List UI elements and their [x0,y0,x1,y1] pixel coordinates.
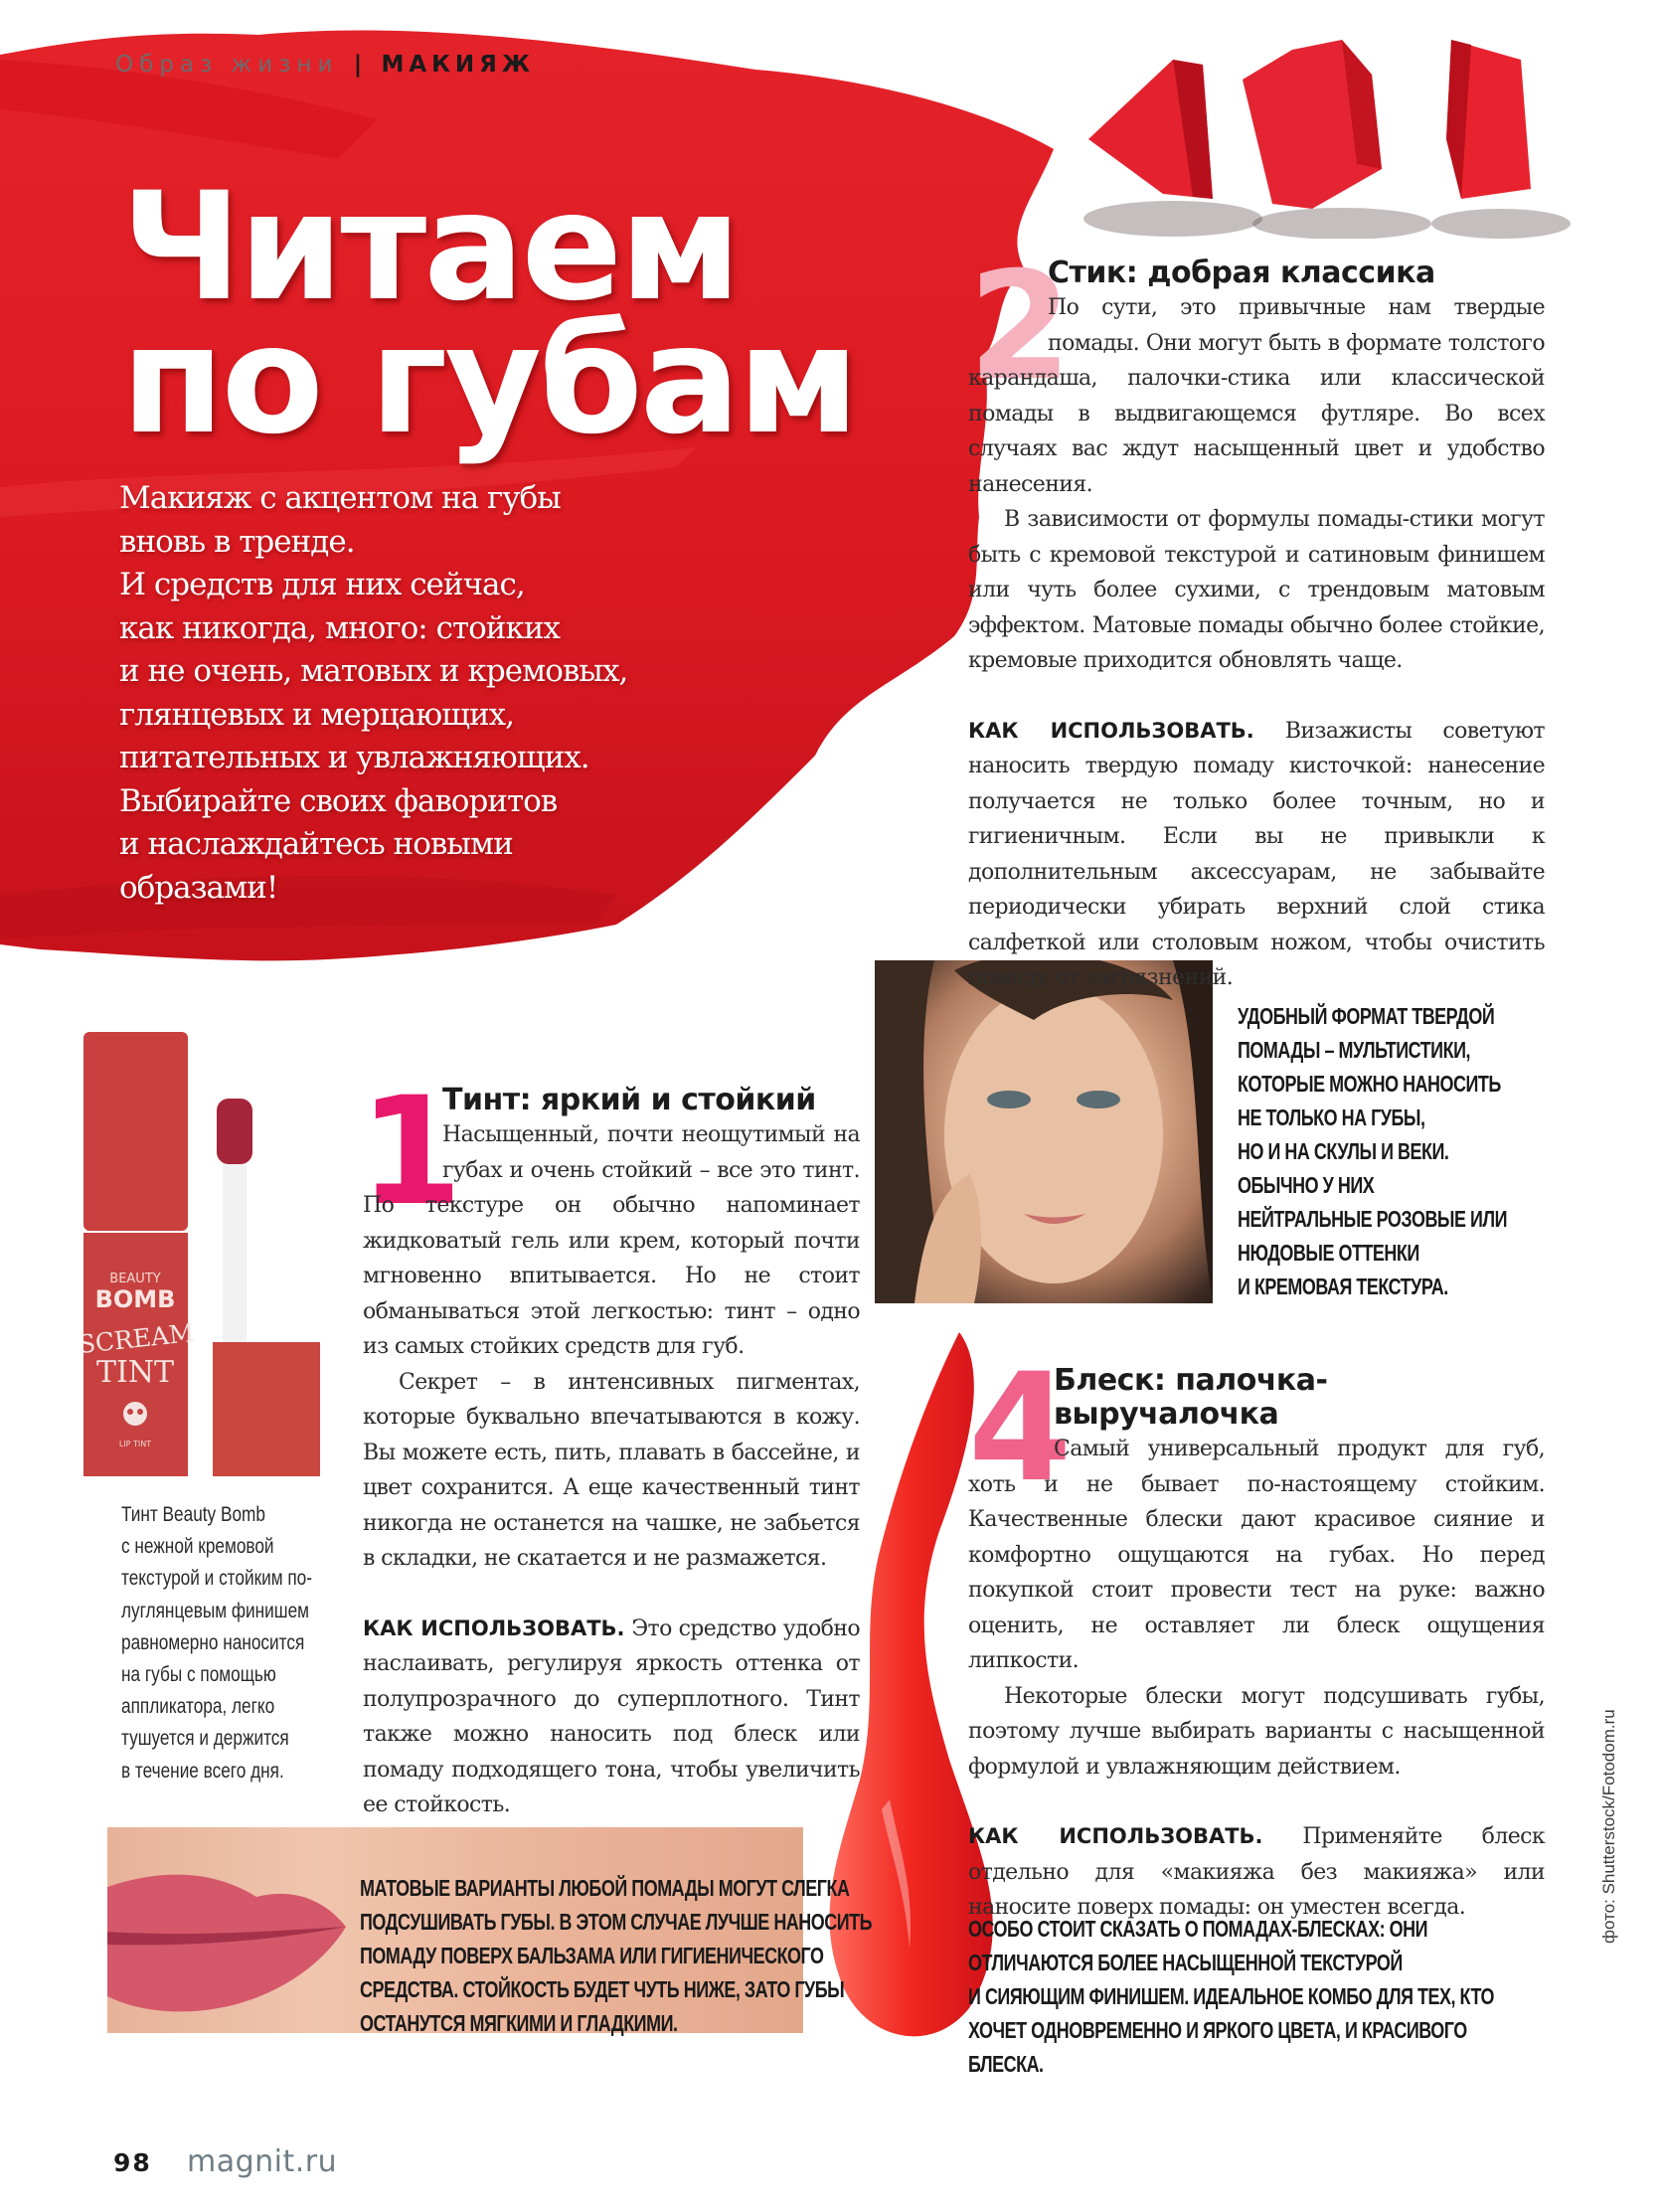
woman-portrait-photo [875,960,1213,1303]
caption-line: тушуется и держится [121,1727,289,1751]
product-brand-small: BEAUTY [109,1272,161,1286]
lead-line: И средств для них сейчас, [119,567,525,602]
section-number-1: 1 [359,1066,457,1239]
callout-line: И СИЯЮЩИМ ФИНИШЕМ. ИДЕАЛЬНОЕ КОМБО ДЛЯ ТЕХ, КТО [968,1983,1495,2009]
lead-line: вновь в тренде. [119,523,355,560]
product-type: LIP TINT [118,1440,152,1448]
lead-line: питательных и увлажняющих. [119,740,589,775]
lead-line: и наслаждайтесь новыми [119,826,513,862]
product-name-line-1: SCREAM [83,1318,196,1360]
rubric-section: МАКИЯЖ [381,52,536,78]
heading-line: выручалочка [1054,1397,1279,1432]
lead-line: глянцевых и мерцающих, [119,696,514,733]
caption-line: луглянцевым финишем [121,1599,309,1622]
callout-line: НЕ ТОЛЬКО НА ГУБЫ, [1238,1105,1425,1130]
lead-paragraph [119,477,676,910]
callout-lipstick-gloss [968,1912,1494,2081]
how-to-paragraph [968,714,1545,996]
callout-line: ОТЛИЧАЮТСЯ БОЛЕЕ НАСЫЩЕННОЙ ТЕКСТУРОЙ [968,1950,1403,1975]
section-number-2: 2 [968,241,1067,414]
section-number-4: 4 [968,1342,1067,1515]
how-to-text: Это средство удобно наслаивать, регулируя яркость оттенка от полупрозрачного до суперплотного. Тинт также можно наносить под блеск или помаду подходящего тона, чтобы увеличить ее стойкость. [363,1616,860,1817]
callout-line: ОСОБО СТОИТ СКАЗАТЬ О ПОМАДАХ-БЛЕСКАХ: ОНИ [968,1916,1428,1942]
article-title [121,161,857,467]
caption-line: аппликатора, легко [121,1695,275,1719]
caption-line: с нежной кремовой [121,1535,274,1559]
callout-line: И КРЕМОВАЯ ТЕКСТУРА. [1238,1274,1448,1299]
how-to-text: Применяйте блеск отдельно для «макияжа без макияжа» или наносите поверх помады: он уместен всегда. [968,1824,1545,1920]
lipstick-pieces-photo [1054,20,1650,239]
lead-line: и не очень, матовых и кремовых, [119,653,628,689]
callout-line: ОСТАНУТСЯ МЯГКИМИ И ГЛАДКИМИ. [360,2010,678,2036]
paragraph: По сути, это привычные нам твердые помады. Они могут быть в формате толстого карандаша, палочки-стика или классической помады в выдвигающемся футляре. Во всех случаях вас ждут насыщенный цвет и удобство нанесения. [968,295,1545,497]
section-gloss [968,1342,1545,1926]
rubric-label: Образ жизни [115,52,339,78]
section-body-gloss [968,1432,1545,1926]
caption-line: в течение всего дня. [121,1759,284,1783]
caption-line: равномерно наносится [121,1630,305,1654]
how-to-text: Визажисты советуют наносить твердую помаду кисточкой: нанесение получается не только более точным, но и гигиеничным. Если вы не привыкли к дополнительным аксессуарам, не забывайте периодически убирать верхний слой стика салфеткой или столовым ножом, чтобы очистить помаду от загрязнений. [968,718,1545,990]
paragraph: Секрет – в интенсивных пигментах, которые буквально впечатываются в кожу. Вы можете есть, пить, плавать в бассейне, и цвет сохранится. А еще качественный тинт никогда не останется на чашке, не забьется в складки, не скатается и не размажется. [363,1369,860,1571]
caption-line: на губы с помощью [121,1663,276,1687]
callout-line: МАТОВЫЕ ВАРИАНТЫ ЛЮБОЙ ПОМАДЫ МОГУТ СЛЕГКА [360,1875,850,1901]
section-heading-stick: Стик: добрая классика [1048,255,1435,290]
callout-multistick [1238,999,1507,1303]
section-stick [968,241,1545,996]
how-to-paragraph [968,1819,1545,1926]
lead-line: Макияж с акцентом на губы [119,480,561,516]
heading-line: Блеск: палочка- [1054,1363,1328,1398]
lead-line: как никогда, много: стойких [119,609,560,646]
rubric-separator: | [353,52,363,78]
how-to-label: КАК ИСПОЛЬЗОВАТЬ. [968,1824,1263,1848]
callout-line: КОТОРЫЕ МОЖНО НАНОСИТЬ [1238,1071,1501,1097]
site-link[interactable]: magnit.ru [187,2144,338,2179]
paragraph: Некоторые блески могут подсушивать губы, поэтому лучше выбирать варианты с насыщенной формулой и увлажняющим действием. [968,1683,1545,1780]
caption-line: текстурой и стойким по- [121,1567,312,1591]
product-brand-big: BOMB [94,1285,176,1313]
section-tint [359,1066,860,1823]
lead-line: Выбирайте своих фаворитов [119,782,558,819]
callout-line: ХОЧЕТ ОДНОВРЕМЕННО И ЯРКОГО ЦВЕТА, И КРАСИВОГО [968,2017,1467,2043]
paragraph: Насыщенный, почти неощутимый на губах и очень стойкий – все это тинт. По текстуре он обычно напоминает жидковатый гель или крем, который почти мгновенно впитывается. Но не стоит обманываться этой легкостью: тинт – одно из самых стойких средств для губ. [363,1122,860,1359]
how-to-paragraph [363,1612,860,1823]
callout-line: НО И НА СКУЛЫ И ВЕКИ. [1238,1138,1449,1164]
callout-line: ПОМАДЫ – МУЛЬТИСТИКИ, [1238,1037,1471,1063]
photo-credit: фото: Shutterstock/Fotodom.ru [1599,1709,1618,1944]
product-name-line-2: TINT [95,1355,175,1390]
title-line-2: по губам [121,294,857,467]
callout-line: ПОМАДУ ПОВЕРХ БАЛЬЗАМА ИЛИ ГИГИЕНИЧЕСКОГО [360,1943,824,1968]
callout-line: ПОДСУШИВАТЬ ГУБЫ. В ЭТОМ СЛУЧАЕ ЛУЧШЕ НАНОСИТЬ [360,1909,873,1935]
section-heading-gloss [968,1364,1545,1432]
callout-line: УДОБНЫЙ ФОРМАТ ТВЕРДОЙ [1238,1003,1495,1029]
callout-matte-tip [360,1871,872,2040]
title-line-1: Читаем [121,161,739,334]
callout-line: ОБЫЧНО У НИХ [1238,1172,1375,1198]
how-to-label: КАК ИСПОЛЬЗОВАТЬ. [968,718,1254,743]
section-rubric [115,52,535,78]
callout-line: СРЕДСТВА. СТОЙКОСТЬ БУДЕТ ЧУТЬ НИЖЕ, ЗАТО ГУБЫ [360,1976,845,2002]
callout-line: БЛЕСКА. [968,2051,1044,2077]
page-number: 98 [113,2148,152,2177]
lead-line: образами! [119,869,278,906]
paragraph: В зависимости от формулы помады-стики могут быть с кремовой текстурой и сатиновым финишем или чуть более сухими, с трендовым матовым эффектом. Матовые помады обычно более стойкие, кремовые приходится обновлять чаще. [968,507,1545,673]
callout-line: НЕЙТРАЛЬНЫЕ РОЗОВЫЕ ИЛИ [1238,1206,1508,1232]
section-body-stick [968,290,1545,996]
section-heading-tint: Тинт: яркий и стойкий [442,1083,816,1117]
beauty-bomb-tint-product-photo [83,1024,322,1476]
callout-line: НЮДОВЫЕ ОТТЕНКИ [1238,1240,1419,1266]
paragraph: Самый универсальный продукт для губ, хоть и не бывает по-настоящему стойким. Качественные блески дают красивое сияние и комфортно ощущаются на губах. Но перед покупкой стоит провести тест на руке: важно оценить, не оставляет ли блеск ощущения липкости. [968,1437,1545,1673]
section-body-tint [363,1117,860,1823]
how-to-label: КАК ИСПОЛЬЗОВАТЬ. [363,1616,625,1640]
product-caption [121,1499,312,1787]
caption-line: Тинт Beauty Bomb [121,1503,265,1526]
